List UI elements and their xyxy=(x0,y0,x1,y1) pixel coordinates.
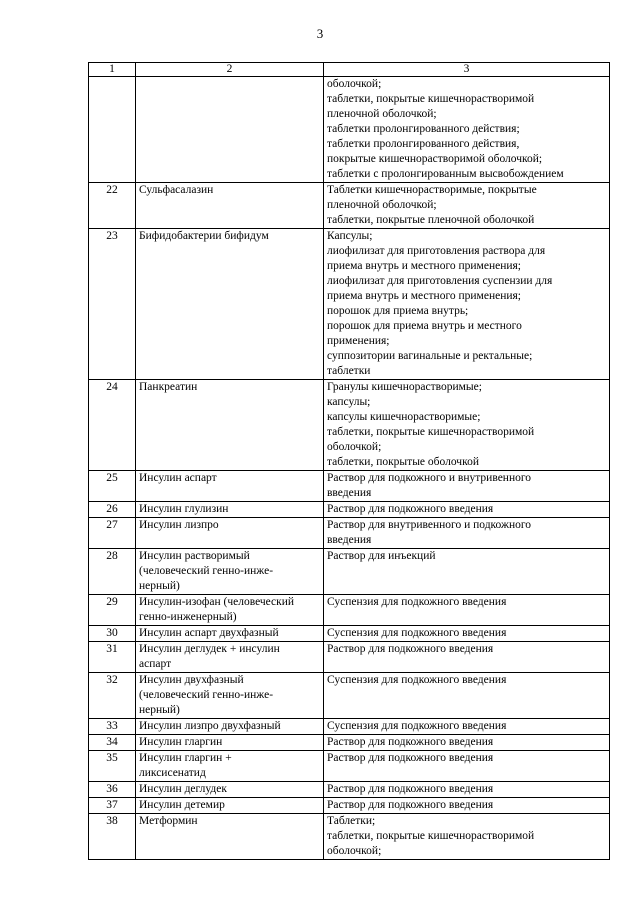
dosage-forms-cell xyxy=(324,814,610,860)
drug-name-cell xyxy=(136,814,324,860)
dosage-form-line: лиофилизат для приготовления раствора для xyxy=(327,245,546,257)
dosage-form-line: оболочкой; xyxy=(327,845,382,857)
drug-name-line: аспарт xyxy=(139,658,172,670)
drug-name-cell xyxy=(136,782,324,798)
table-row xyxy=(89,518,610,549)
drug-name-cell xyxy=(136,502,324,518)
drug-name-line: Инсулин деглудек + инсулин xyxy=(139,643,280,655)
row-number-cell: 28 xyxy=(89,549,136,595)
dosage-form-line: Капсулы; xyxy=(327,230,373,242)
table-row xyxy=(89,502,610,518)
dosage-form-line: Гранулы кишечнорастворимые; xyxy=(327,381,482,393)
drug-name-cell xyxy=(136,673,324,719)
dosage-form-line: Раствор для подкожного и внутривенного xyxy=(327,472,532,484)
row-number-cell: 25 xyxy=(89,471,136,502)
row-number-cell: 30 xyxy=(89,626,136,642)
dosage-forms-cell xyxy=(324,471,610,502)
row-number-cell: 27 xyxy=(89,518,136,549)
drug-name-cell xyxy=(136,735,324,751)
table-row xyxy=(89,77,610,183)
dosage-form-line: введения xyxy=(327,534,372,546)
dosage-form-line: покрытые кишечнорастворимой оболочкой; xyxy=(327,153,543,165)
dosage-form-line: Раствор для подкожного введения xyxy=(327,643,494,655)
dosage-form-line: пленочной оболочкой; xyxy=(327,199,437,211)
dosage-form-line: таблетки пролонгированного действия, xyxy=(327,138,520,150)
table-row xyxy=(89,735,610,751)
table-body xyxy=(89,77,610,860)
drug-name-cell xyxy=(136,595,324,626)
row-number-cell: 24 xyxy=(89,380,136,471)
drug-name-line: Метформин xyxy=(139,815,198,827)
dosage-form-line: оболочкой; xyxy=(327,78,382,90)
row-number-cell: 36 xyxy=(89,782,136,798)
drug-name-line: Инсулин лизпро xyxy=(139,519,219,531)
drug-name-line: Инсулин растворимый xyxy=(139,550,250,562)
dosage-forms-cell xyxy=(324,229,610,380)
row-number-cell: 33 xyxy=(89,719,136,735)
drug-name-line: ликсисенатид xyxy=(139,767,206,779)
drug-name-cell xyxy=(136,751,324,782)
drug-name-line: Инсулин-изофан (человеческий xyxy=(139,596,295,608)
dosage-form-line: Раствор для подкожного введения xyxy=(327,503,494,515)
drug-name-cell xyxy=(136,549,324,595)
drug-name-line: (человеческий генно-инже- xyxy=(139,689,274,701)
row-number-cell: 34 xyxy=(89,735,136,751)
dosage-form-line: Таблетки; xyxy=(327,815,376,827)
dosage-forms-cell xyxy=(324,798,610,814)
table-row xyxy=(89,782,610,798)
dosage-form-line: приема внутрь и местного применения; xyxy=(327,260,521,272)
dosage-forms-cell xyxy=(324,735,610,751)
row-number-cell: 32 xyxy=(89,673,136,719)
row-number-cell: 35 xyxy=(89,751,136,782)
drug-name-cell xyxy=(136,642,324,673)
drug-table xyxy=(88,62,610,860)
table-row xyxy=(89,549,610,595)
dosage-forms-cell xyxy=(324,782,610,798)
dosage-form-line: Раствор для подкожного введения xyxy=(327,799,494,811)
row-number-cell: 38 xyxy=(89,814,136,860)
drug-name-cell xyxy=(136,626,324,642)
dosage-forms-cell xyxy=(324,642,610,673)
dosage-form-line: Суспензия для подкожного введения xyxy=(327,596,507,608)
dosage-form-line: капсулы кишечнорастворимые; xyxy=(327,411,481,423)
dosage-forms-cell xyxy=(324,549,610,595)
table-row xyxy=(89,229,610,380)
drug-name-line: нерный) xyxy=(139,704,180,716)
drug-name-line: Инсулин аспарт xyxy=(139,472,217,484)
dosage-form-line: лиофилизат для приготовления суспензии для xyxy=(327,275,553,287)
column-header-number: 1 xyxy=(89,63,136,77)
column-header-forms: 3 xyxy=(324,63,610,77)
row-number-cell: 37 xyxy=(89,798,136,814)
drug-name-line: Сульфасалазин xyxy=(139,184,214,196)
dosage-form-line: Суспензия для подкожного введения xyxy=(327,674,507,686)
dosage-forms-cell xyxy=(324,751,610,782)
dosage-form-line: таблетки пролонгированного действия; xyxy=(327,123,520,135)
table-row xyxy=(89,183,610,229)
dosage-form-line: таблетки, покрытые кишечнорастворимой xyxy=(327,426,535,438)
dosage-form-line: Раствор для инъекций xyxy=(327,550,436,562)
dosage-forms-cell xyxy=(324,595,610,626)
dosage-form-line: Раствор для внутривенного и подкожного xyxy=(327,519,532,531)
dosage-form-line: таблетки, покрытые оболочкой xyxy=(327,456,479,468)
dosage-forms-cell xyxy=(324,719,610,735)
table-header-row xyxy=(89,63,610,77)
dosage-form-line: таблетки xyxy=(327,365,371,377)
drug-name-cell xyxy=(136,229,324,380)
drug-name-line: генно-инженерный) xyxy=(139,611,237,623)
dosage-form-line: приема внутрь и местного применения; xyxy=(327,290,521,302)
dosage-forms-cell xyxy=(324,673,610,719)
dosage-form-line: введения xyxy=(327,487,372,499)
drug-name-cell xyxy=(136,380,324,471)
drug-name-cell xyxy=(136,183,324,229)
drug-name-line: Инсулин аспарт двухфазный xyxy=(139,627,279,639)
dosage-form-line: таблетки с пролонгированным высвобождением xyxy=(327,168,564,180)
column-header-name: 2 xyxy=(136,63,324,77)
row-number-cell: 23 xyxy=(89,229,136,380)
dosage-form-line: таблетки, покрытые пленочной оболочкой xyxy=(327,214,535,226)
drug-name-line: Инсулин гларгин xyxy=(139,736,223,748)
drug-name-line: Бифидобактерии бифидум xyxy=(139,230,269,242)
dosage-form-line: пленочной оболочкой; xyxy=(327,108,437,120)
dosage-forms-cell xyxy=(324,518,610,549)
row-number-cell: 31 xyxy=(89,642,136,673)
dosage-form-line: капсулы; xyxy=(327,396,371,408)
drug-name-cell xyxy=(136,77,324,183)
table-row xyxy=(89,673,610,719)
dosage-form-line: Таблетки кишечнорастворимые, покрытые xyxy=(327,184,537,196)
drug-name-cell xyxy=(136,471,324,502)
row-number-cell: 22 xyxy=(89,183,136,229)
dosage-form-line: оболочкой; xyxy=(327,441,382,453)
dosage-form-line: Раствор для подкожного введения xyxy=(327,752,494,764)
drug-name-line: (человеческий генно-инже- xyxy=(139,565,274,577)
row-number-cell: 26 xyxy=(89,502,136,518)
drug-name-cell xyxy=(136,518,324,549)
drug-name-line: Инсулин глулизин xyxy=(139,503,229,515)
drug-name-line: Инсулин лизпро двухфазный xyxy=(139,720,281,732)
dosage-forms-cell xyxy=(324,380,610,471)
drug-name-cell xyxy=(136,719,324,735)
table-row xyxy=(89,751,610,782)
dosage-form-line: применения; xyxy=(327,335,390,347)
dosage-form-line: порошок для приема внутрь и местного xyxy=(327,320,522,332)
drug-name-line: Инсулин двухфазный xyxy=(139,674,244,686)
dosage-form-line: Суспензия для подкожного введения xyxy=(327,720,507,732)
dosage-forms-cell xyxy=(324,77,610,183)
table-row xyxy=(89,719,610,735)
dosage-forms-cell xyxy=(324,502,610,518)
dosage-form-line: суппозитории вагинальные и ректальные; xyxy=(327,350,533,362)
dosage-form-line: Суспензия для подкожного введения xyxy=(327,627,507,639)
dosage-form-line: таблетки, покрытые кишечнорастворимой xyxy=(327,93,535,105)
table-row xyxy=(89,380,610,471)
table-row xyxy=(89,798,610,814)
dosage-forms-cell xyxy=(324,626,610,642)
table-row xyxy=(89,642,610,673)
table-row xyxy=(89,471,610,502)
drug-name-line: Панкреатин xyxy=(139,381,198,393)
drug-name-line: Инсулин детемир xyxy=(139,799,225,811)
table-row xyxy=(89,595,610,626)
dosage-form-line: таблетки, покрытые кишечнорастворимой xyxy=(327,830,535,842)
drug-name-line: Инсулин деглудек xyxy=(139,783,227,795)
dosage-form-line: Раствор для подкожного введения xyxy=(327,736,494,748)
page-number: 3 xyxy=(316,26,324,41)
table-row xyxy=(89,626,610,642)
table-row xyxy=(89,814,610,860)
drug-name-line: нерный) xyxy=(139,580,180,592)
drug-name-line: Инсулин гларгин + xyxy=(139,752,232,764)
dosage-form-line: порошок для приема внутрь; xyxy=(327,305,469,317)
row-number-cell xyxy=(89,77,136,183)
row-number-cell: 29 xyxy=(89,595,136,626)
dosage-form-line: Раствор для подкожного введения xyxy=(327,783,494,795)
dosage-forms-cell xyxy=(324,183,610,229)
drug-name-cell xyxy=(136,798,324,814)
